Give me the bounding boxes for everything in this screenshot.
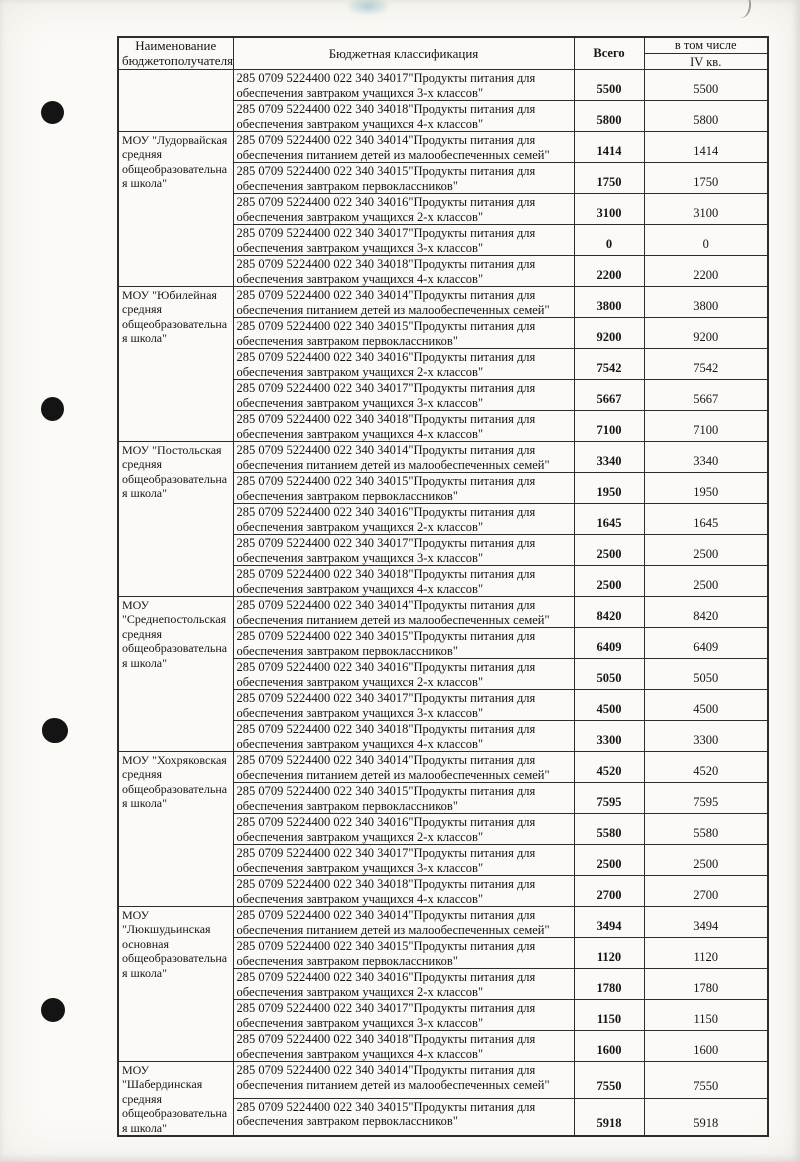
quarter4-cell: 1950 [644,473,768,504]
total-cell: 5667 [574,380,644,411]
quarter4-cell: 5050 [644,659,768,690]
total-cell: 5580 [574,814,644,845]
table-row [118,442,768,473]
quarter4-cell: 2700 [644,876,768,907]
header-including [644,37,768,70]
quarter4-cell: 3100 [644,194,768,225]
table-row [118,70,768,101]
table-row [118,132,768,163]
school-name-cell: МОУ "Постольская средняя общеобразовательная школа" [118,442,233,597]
total-cell: 2200 [574,256,644,287]
quarter4-cell: 7595 [644,783,768,814]
school-name-cell: МОУ "Среднепостольская средняя общеобразовательная школа" [118,597,233,752]
quarter4-cell: 7542 [644,349,768,380]
total-cell: 5050 [574,659,644,690]
classification-cell: 285 0709 5224400 022 340 34017"Продукты питания для обеспечения завтраком учащихся 3-х классов" [233,380,574,411]
classification-cell: 285 0709 5224400 022 340 34016"Продукты питания для обеспечения завтраком учащихся 2-х классов" [233,504,574,535]
table-row [118,752,768,783]
quarter4-cell: 2200 [644,256,768,287]
total-cell: 1645 [574,504,644,535]
total-cell: 7595 [574,783,644,814]
school-name-cell: МОУ "Хохряковская средняя общеобразовательная школа" [118,752,233,907]
classification-cell: 285 0709 5224400 022 340 34017"Продукты питания для обеспечения завтраком учащихся 3-х классов" [233,1000,574,1031]
classification-cell: 285 0709 5224400 022 340 34015"Продукты питания для обеспечения завтраком первоклассников" [233,938,574,969]
total-cell: 3494 [574,907,644,938]
table-row [118,907,768,938]
total-cell: 1950 [574,473,644,504]
classification-cell: 285 0709 5224400 022 340 34017"Продукты питания для обеспечения завтраком учащихся 3-х классов" [233,690,574,721]
punch-hole [42,718,68,743]
punch-hole [41,998,65,1022]
total-cell: 4520 [574,752,644,783]
total-cell: 9200 [574,318,644,349]
classification-cell: 285 0709 5224400 022 340 34018"Продукты питания для обеспечения завтраком учащихся 4-х классов" [233,411,574,442]
table-row [118,597,768,628]
quarter4-cell: 4500 [644,690,768,721]
quarter4-cell: 4520 [644,752,768,783]
total-cell: 5918 [574,1098,644,1136]
quarter4-cell: 1645 [644,504,768,535]
quarter4-cell: 3340 [644,442,768,473]
quarter4-cell: 2500 [644,566,768,597]
total-cell: 7550 [574,1062,644,1099]
header-including-label: в том числе [645,38,768,54]
classification-cell: 285 0709 5224400 022 340 34016"Продукты питания для обеспечения завтраком учащихся 2-х классов" [233,814,574,845]
header-quarter-label: IV кв. [690,55,722,69]
quarter4-cell: 5800 [644,101,768,132]
total-cell: 2500 [574,845,644,876]
table-body [118,70,768,1136]
ink-smudge-artifact [345,0,391,16]
classification-cell: 285 0709 5224400 022 340 34018"Продукты питания для обеспечения завтраком учащихся 4-х классов" [233,721,574,752]
classification-cell: 285 0709 5224400 022 340 34016"Продукты питания для обеспечения завтраком учащихся 2-х классов" [233,349,574,380]
classification-cell: 285 0709 5224400 022 340 34014"Продукты питания для обеспечения питанием детей из малообеспеченных семей" [233,752,574,783]
total-cell: 3800 [574,287,644,318]
school-name-cell: МОУ "Люкшудьинская основная общеобразовательная школа" [118,907,233,1062]
classification-cell: 285 0709 5224400 022 340 34018"Продукты питания для обеспечения завтраком учащихся 4-х классов" [233,1031,574,1062]
punch-hole [41,101,64,124]
quarter4-cell: 7100 [644,411,768,442]
classification-cell: 285 0709 5224400 022 340 34014"Продукты питания для обеспечения питанием детей из малообеспеченных семей" [233,132,574,163]
classification-cell: 285 0709 5224400 022 340 34017"Продукты питания для обеспечения завтраком учащихся 3-х классов" [233,845,574,876]
school-name-cell: МОУ "Юбилейная средняя общеобразовательная школа" [118,287,233,442]
quarter4-cell: 3494 [644,907,768,938]
quarter4-cell: 1120 [644,938,768,969]
classification-cell: 285 0709 5224400 022 340 34015"Продукты питания для обеспечения завтраком первоклассников" [233,1098,574,1136]
school-name-cell [118,70,233,132]
quarter4-cell: 3300 [644,721,768,752]
quarter4-cell: 6409 [644,628,768,659]
classification-cell: 285 0709 5224400 022 340 34014"Продукты питания для обеспечения питанием детей из малообеспеченных семей" [233,907,574,938]
classification-cell: 285 0709 5224400 022 340 34014"Продукты питания для обеспечения питанием детей из малообеспеченных семей" [233,287,574,318]
classification-cell: 285 0709 5224400 022 340 34015"Продукты питания для обеспечения завтраком первоклассников" [233,318,574,349]
punch-hole [41,397,64,421]
quarter4-cell: 3800 [644,287,768,318]
total-cell: 5800 [574,101,644,132]
classification-cell: 285 0709 5224400 022 340 34015"Продукты питания для обеспечения завтраком первоклассников" [233,783,574,814]
quarter4-cell: 1600 [644,1031,768,1062]
total-cell: 1150 [574,1000,644,1031]
total-cell: 6409 [574,628,644,659]
total-cell: 7100 [574,411,644,442]
quarter4-cell: 2500 [644,845,768,876]
quarter4-cell: 1750 [644,163,768,194]
classification-cell: 285 0709 5224400 022 340 34015"Продукты питания для обеспечения завтраком первоклассников" [233,628,574,659]
total-cell: 1600 [574,1031,644,1062]
classification-cell: 285 0709 5224400 022 340 34016"Продукты питания для обеспечения завтраком учащихся 2-х классов" [233,194,574,225]
total-cell: 8420 [574,597,644,628]
quarter4-cell: 8420 [644,597,768,628]
total-cell: 3300 [574,721,644,752]
school-name-cell: МОУ "Шабердинская средняя общеобразовательная школа" [118,1062,233,1136]
classification-cell: 285 0709 5224400 022 340 34016"Продукты питания для обеспечения завтраком учащихся 2-х классов" [233,969,574,1000]
table-row [118,287,768,318]
total-cell: 1750 [574,163,644,194]
header-classification: Бюджетная классификация [233,37,574,70]
classification-cell: 285 0709 5224400 022 340 34018"Продукты питания для обеспечения завтраком учащихся 4-х классов" [233,256,574,287]
total-cell: 2700 [574,876,644,907]
total-cell: 2500 [574,535,644,566]
quarter4-cell: 1150 [644,1000,768,1031]
total-cell: 2500 [574,566,644,597]
quarter4-cell: 0 [644,225,768,256]
total-cell: 1120 [574,938,644,969]
total-cell: 3100 [574,194,644,225]
total-cell: 1414 [574,132,644,163]
classification-cell: 285 0709 5224400 022 340 34015"Продукты питания для обеспечения завтраком первоклассников" [233,473,574,504]
total-cell: 7542 [574,349,644,380]
classification-cell: 285 0709 5224400 022 340 34018"Продукты питания для обеспечения завтраком учащихся 4-х классов" [233,101,574,132]
quarter4-cell: 9200 [644,318,768,349]
classification-cell: 285 0709 5224400 022 340 34017"Продукты питания для обеспечения завтраком учащихся 3-х классов" [233,70,574,101]
budget-table [117,36,769,1137]
quarter4-cell: 5918 [644,1098,768,1136]
quarter4-cell: 1780 [644,969,768,1000]
header-recipient: Наименование бюджетополучателя [118,37,233,70]
total-cell: 5500 [574,70,644,101]
quarter4-cell: 1414 [644,132,768,163]
table-header-row [118,37,768,70]
classification-cell: 285 0709 5224400 022 340 34014"Продукты питания для обеспечения питанием детей из малообеспеченных семей" [233,597,574,628]
classification-cell: 285 0709 5224400 022 340 34017"Продукты питания для обеспечения завтраком учащихся 3-х классов" [233,535,574,566]
classification-cell: 285 0709 5224400 022 340 34017"Продукты питания для обеспечения завтраком учащихся 3-х классов" [233,225,574,256]
classification-cell: 285 0709 5224400 022 340 34016"Продукты питания для обеспечения завтраком учащихся 2-х классов" [233,659,574,690]
total-cell: 0 [574,225,644,256]
total-cell: 1780 [574,969,644,1000]
classification-cell: 285 0709 5224400 022 340 34014"Продукты питания для обеспечения питанием детей из малообеспеченных семей" [233,442,574,473]
classification-cell: 285 0709 5224400 022 340 34018"Продукты питания для обеспечения завтраком учащихся 4-х классов" [233,566,574,597]
quarter4-cell: 5667 [644,380,768,411]
school-name-cell: МОУ "Лудорвайская средняя общеобразовательная школа" [118,132,233,287]
quarter4-cell: 7550 [644,1062,768,1099]
total-cell: 3340 [574,442,644,473]
classification-cell: 285 0709 5224400 022 340 34018"Продукты питания для обеспечения завтраком учащихся 4-х классов" [233,876,574,907]
header-total: Всего [574,37,644,70]
total-cell: 4500 [574,690,644,721]
quarter4-cell: 2500 [644,535,768,566]
pen-mark-artifact [731,0,752,19]
quarter4-cell: 5580 [644,814,768,845]
table-row [118,1062,768,1099]
classification-cell: 285 0709 5224400 022 340 34015"Продукты питания для обеспечения завтраком первоклассников" [233,163,574,194]
classification-cell: 285 0709 5224400 022 340 34014"Продукты питания для обеспечения питанием детей из малообеспеченных семей" [233,1062,574,1099]
quarter4-cell: 5500 [644,70,768,101]
